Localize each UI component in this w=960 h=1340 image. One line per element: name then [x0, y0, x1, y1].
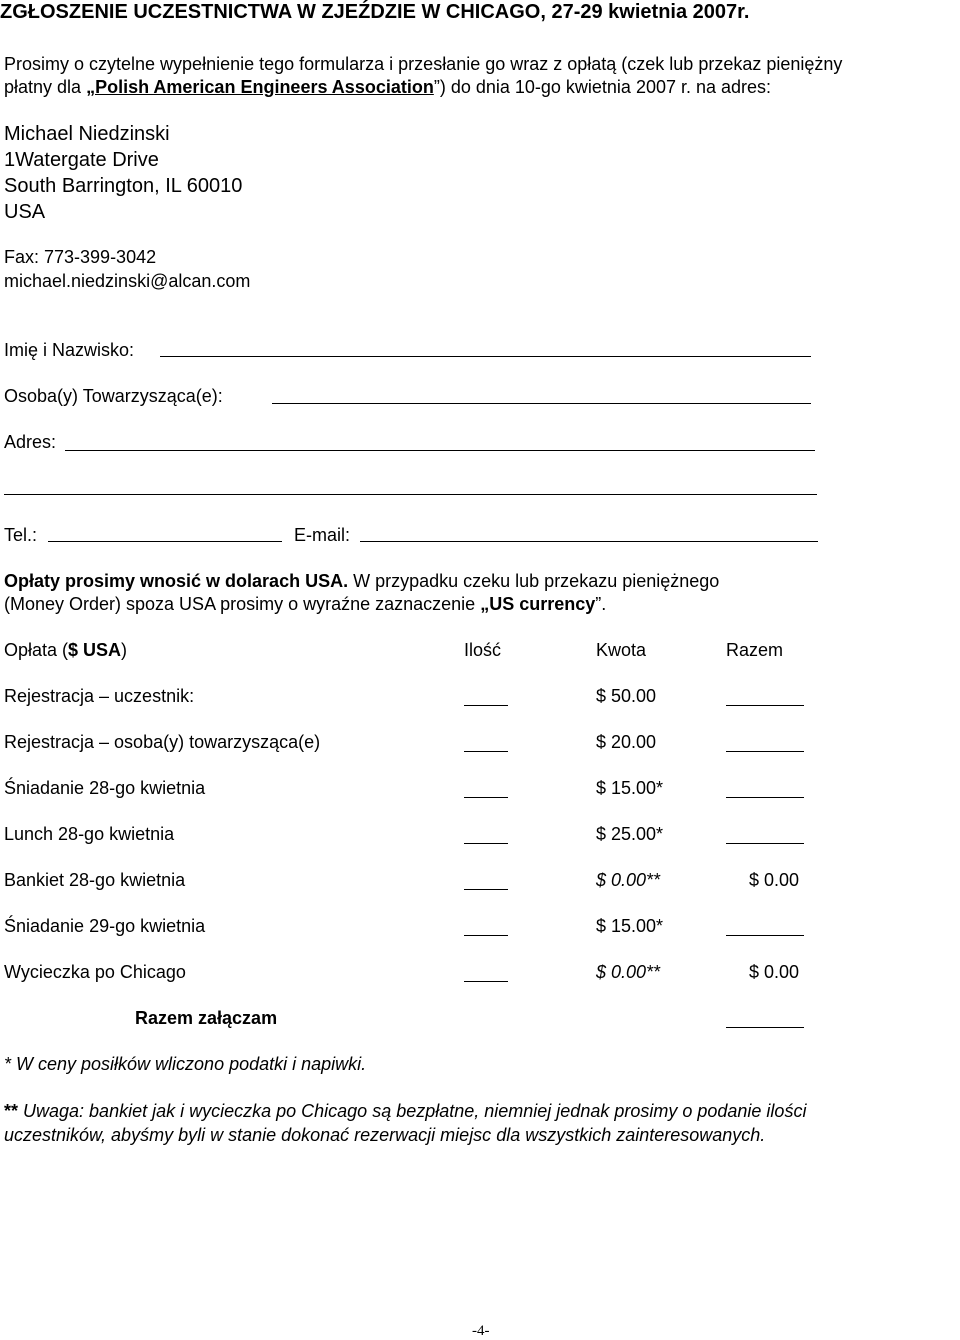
address-field-line-2[interactable] — [4, 494, 817, 495]
row-label: Śniadanie 28-go kwietnia — [4, 778, 206, 798]
payment-note-bold: Opłaty prosimy wnosić w dolarach USA. — [4, 571, 349, 591]
intro-line-2 — [4, 77, 771, 98]
contact-fax: Fax: 773-399-3042 — [4, 247, 157, 267]
intro-line-1: Prosimy o czytelne wypełnienie tego formularza i przesłanie go wraz z opłatą (czek lub przekaz pieniężny — [4, 54, 843, 74]
row-qty-field[interactable] — [464, 889, 508, 890]
payment-note-line-2-post: ”. — [595, 594, 607, 614]
row-qty-field[interactable] — [464, 705, 508, 706]
row-qty-field[interactable] — [464, 797, 508, 798]
row-label: Bankiet 28-go kwietnia — [4, 870, 186, 890]
row-total-field[interactable] — [726, 935, 804, 936]
companion-field[interactable] — [272, 403, 811, 404]
payment-note-line-2-pre: (Money Order) spoza USA prosimy o wyraźne zaznaczenie — [4, 594, 481, 614]
row-price: $ 50.00 — [596, 686, 657, 706]
row-qty-field[interactable] — [464, 751, 508, 752]
row-label: Rejestracja – osoba(y) towarzysząca(e) — [4, 732, 321, 752]
header-amount: Kwota — [596, 640, 647, 660]
footnote-free-line-2: uczestników, abyśmy byli w stanie dokonać rezerwacji miejsc dla wszystkich zainteresowanych. — [4, 1125, 766, 1145]
footnote-free-star: ** — [4, 1101, 19, 1121]
page-number: -4- — [472, 1323, 490, 1339]
email-field[interactable] — [360, 541, 818, 542]
address-street: 1Watergate Drive — [4, 149, 159, 171]
companion-label: Osoba(y) Towarzysząca(e): — [4, 386, 223, 406]
payment-note-line-2 — [4, 594, 606, 615]
row-qty-field[interactable] — [464, 935, 508, 936]
payment-note-line-1 — [4, 571, 719, 592]
row-label: Wycieczka po Chicago — [4, 962, 186, 982]
row-total-field[interactable] — [726, 751, 804, 752]
address-field-line-1[interactable] — [65, 450, 815, 451]
organization-name: „Polish American Engineers Association — [86, 77, 434, 97]
row-qty-field[interactable] — [464, 843, 508, 844]
sum-label: Razem załączam — [135, 1008, 278, 1028]
address-name: Michael Niedzinski — [4, 123, 170, 145]
header-fee — [4, 640, 127, 661]
header-fee-currency: $ USA — [68, 640, 122, 660]
row-label: Śniadanie 29-go kwietnia — [4, 916, 206, 936]
row-total-field[interactable] — [726, 705, 804, 706]
form-title: ZGŁOSZENIE UCZESTNICTWA W ZJEŹDZIE W CHICAGO, 27-29 kwietnia 2007r. — [0, 1, 750, 23]
us-currency: „US currency — [480, 594, 596, 614]
footnote-meals: * W ceny posiłków wliczono podatki i napiwki. — [4, 1054, 367, 1074]
contact-email: michael.niedzinski@alcan.com — [4, 271, 251, 291]
row-price: $ 20.00 — [596, 732, 657, 752]
row-total-field[interactable] — [726, 797, 804, 798]
footnote-free-text: Uwaga: bankiet jak i wycieczka po Chicago są bezpłatne, niemniej jednak prosimy o podanie ilości — [18, 1101, 807, 1121]
address-country: USA — [4, 201, 46, 223]
address-label: Adres: — [4, 432, 57, 452]
row-label: Lunch 28-go kwietnia — [4, 824, 175, 844]
tel-label: Tel.: — [4, 525, 38, 545]
row-qty-field[interactable] — [464, 981, 508, 982]
header-qty: Ilość — [464, 640, 502, 660]
name-field[interactable] — [160, 356, 811, 357]
row-price: $ 15.00* — [596, 778, 664, 798]
footnote-free-line-1 — [4, 1101, 806, 1122]
row-price: $ 15.00* — [596, 916, 664, 936]
row-total: $ 0.00 — [749, 962, 800, 982]
email-label: E-mail: — [294, 525, 351, 545]
row-total: $ 0.00 — [749, 870, 800, 890]
row-total-field[interactable] — [726, 843, 804, 844]
intro-line-2-post: ”) do dnia 10-go kwietnia 2007 r. na adres: — [433, 77, 772, 97]
header-fee-post: ) — [121, 640, 128, 660]
header-total: Razem — [726, 640, 784, 660]
row-price: $ 0.00** — [596, 870, 661, 890]
address-city: South Barrington, IL 60010 — [4, 175, 243, 197]
row-label: Rejestracja – uczestnik: — [4, 686, 195, 706]
tel-field[interactable] — [48, 541, 282, 542]
intro-line-2-pre: płatny dla — [4, 77, 87, 97]
row-price: $ 0.00** — [596, 962, 661, 982]
payment-note-rest: W przypadku czeku lub przekazu pieniężnego — [348, 571, 720, 591]
row-price: $ 25.00* — [596, 824, 664, 844]
sum-total-field[interactable] — [726, 1027, 804, 1028]
header-fee-pre: Opłata ( — [4, 640, 69, 660]
name-label: Imię i Nazwisko: — [4, 340, 135, 360]
